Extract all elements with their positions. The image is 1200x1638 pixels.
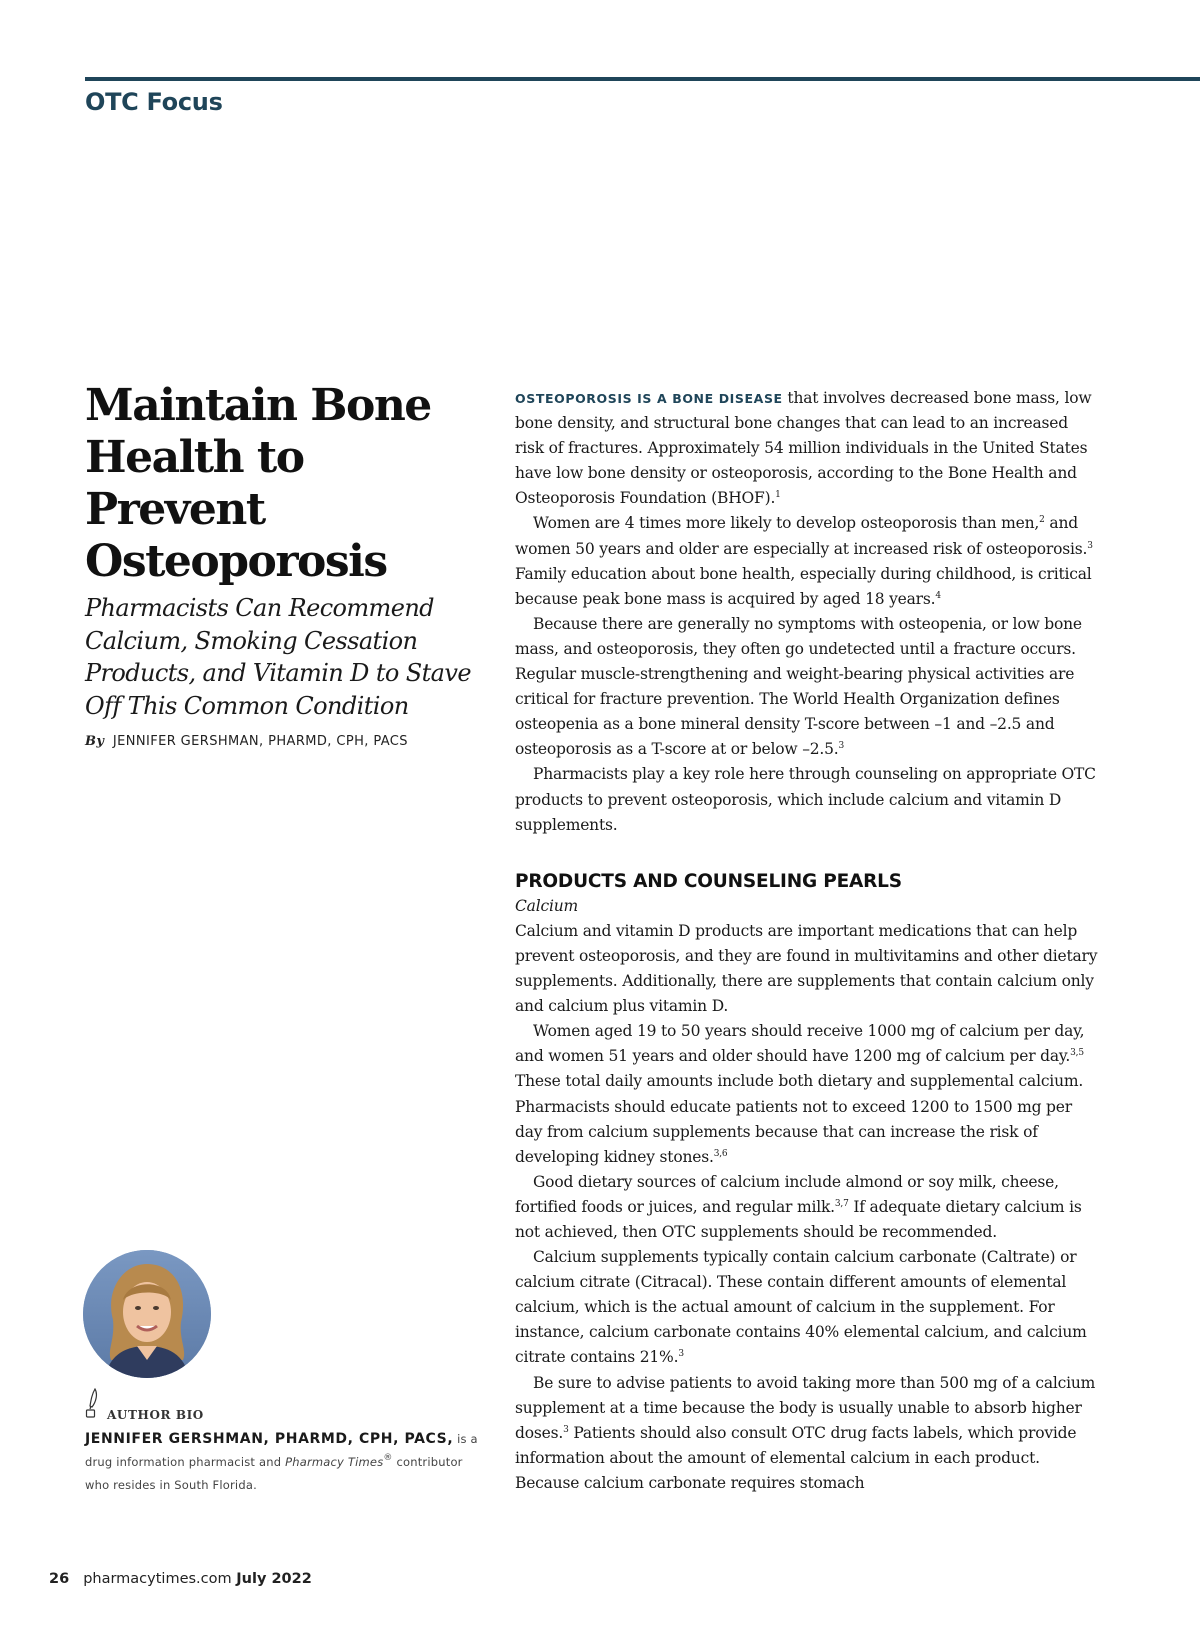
- reference-mark: 3: [563, 1424, 569, 1435]
- paragraph: [515, 1371, 1101, 1496]
- paragraph-text: Be sure to advise patients to avoid taking more than 500 mg of a calcium supplement at a time because the body is usually unable to absorb higher doses.: [515, 1373, 1096, 1442]
- reference-mark: 3,6: [713, 1148, 728, 1159]
- paragraph-text: Family education about bone health, especially during childhood, is critical because peak bone mass is acquired by aged 18 years.: [515, 564, 1092, 608]
- paragraph-text: Patients should also consult OTC drug facts labels, which provide information about the amount of elemental calcium in each product. Because calcium carbonate requires stomach: [515, 1423, 1077, 1492]
- subsection-heading: Calcium: [515, 896, 578, 915]
- subhead-line: Pharmacists Can Recommend: [85, 594, 434, 622]
- paragraph: [515, 1245, 1101, 1370]
- headline-line: Osteoporosis: [85, 536, 387, 587]
- paragraph-text: Because there are generally no symptoms with osteopenia, or low bone mass, and osteoporosis, they often go undetected until a fracture occurs. Regular muscle-strengthening and weight-bearing physical activities are critical for fracture prevention. The World Health Organization defines osteopenia as a bone mineral density T-score between –1 and –2.5 and osteoporosis as a T-score at or below –2.5.: [515, 614, 1082, 759]
- subhead-line: Calcium, Smoking Cessation: [85, 626, 418, 655]
- headline-line: Health to Prevent: [85, 432, 304, 535]
- lead-in: OSTEOPOROSIS IS A BONE DISEASE: [515, 391, 783, 406]
- header-rule: [85, 77, 1200, 81]
- headline-line: Maintain Bone: [85, 380, 431, 431]
- author-bio-heading: [85, 1392, 485, 1422]
- author-bio: [85, 1392, 485, 1497]
- reference-mark: 3,7: [834, 1198, 849, 1209]
- reference-mark: 3: [838, 741, 845, 752]
- paragraph-text: Calcium and vitamin D products are important medications that can help prevent osteoporosis, and they are found in multivitamins and other dietary supplements. Additionally, there are supplements that contain calcium only and calcium plus vitamin D.: [515, 921, 1098, 1016]
- reference-mark: 4: [935, 590, 941, 601]
- byline-author: JENNIFER GERSHMAN, PHARMD, CPH, PACS: [112, 734, 408, 749]
- byline-prefix: By: [85, 734, 105, 749]
- author-bio-text-1: is a drug information pharmacist and: [85, 1432, 478, 1469]
- paragraph-text: Good dietary sources of calcium include almond or soy milk, cheese, fortified foods or juices, and regular milk.: [515, 1172, 1059, 1216]
- footer-site: pharmacytimes.com: [83, 1571, 232, 1587]
- section-heading: PRODUCTS AND COUNSELING PEARLS: [515, 870, 902, 892]
- paragraph-text: that involves decreased bone mass, low bone density, and structural bone changes that can lead to an increased risk of fractures. Approximately 54 million individuals in the United States have low bone density or osteoporosis, according to the Bone Health and Osteoporosis Foundation (BHOF).: [515, 389, 1092, 508]
- page-footer: [49, 1571, 312, 1587]
- paragraph-text: If adequate dietary calcium is not achieved, then OTC supplements should be recommended.: [515, 1197, 1082, 1241]
- author-bio-text: [85, 1428, 485, 1497]
- quill-icon: [85, 1388, 99, 1422]
- paragraph: [515, 1170, 1101, 1245]
- paragraph-text: Women are 4 times more likely to develop osteoporosis than men,: [533, 514, 1040, 533]
- subhead-line: Off This Common Condition: [85, 691, 409, 720]
- publication-name: Pharmacy Times: [285, 1455, 384, 1469]
- byline: [85, 734, 485, 749]
- page-number: 26: [49, 1571, 70, 1587]
- paragraph: [515, 919, 1101, 1019]
- registered-mark: ®: [383, 1453, 393, 1463]
- article-intro: [85, 380, 485, 749]
- subheadline: [85, 592, 485, 722]
- paragraph: [515, 762, 1101, 837]
- reference-mark: 3: [1087, 540, 1093, 551]
- paragraph: [515, 612, 1101, 763]
- author-avatar: [83, 1250, 211, 1378]
- article-body: [515, 386, 1101, 1496]
- paragraph-text: These total daily amounts include both dietary and supplemental calcium. Pharmacists should educate patients not to exceed 1200 to 1500 mg per day from calcium supplements because that can increase the risk of developing kidney stones.: [515, 1072, 1084, 1166]
- paragraph: [515, 511, 1101, 611]
- author-photo: [83, 1250, 211, 1378]
- footer-issue: July 2022: [236, 1571, 312, 1587]
- reference-mark: 3: [678, 1349, 684, 1360]
- subhead-line: Products, and Vitamin D to Stave: [85, 659, 471, 687]
- paragraph-text: and women 50 years and older are especially at increased risk of osteoporosis.: [515, 514, 1088, 558]
- headline: [85, 380, 485, 588]
- paragraph-text: Pharmacists play a key role here through counseling on appropriate OTC products to prevent osteoporosis, which include calcium and vitamin D supplements.: [515, 765, 1096, 834]
- paragraph: [515, 386, 1101, 511]
- section-label: OTC Focus: [85, 88, 223, 116]
- author-bio-label: AUTHOR BIO: [107, 1408, 204, 1422]
- author-bio-name: JENNIFER GERSHMAN, PHARMD, CPH, PACS,: [85, 1431, 454, 1447]
- paragraph-text: Calcium supplements typically contain calcium carbonate (Caltrate) or calcium citrate (Citracal). These contain different amounts of elemental calcium, which is the actual amount of calcium in the supplement. For instance, calcium carbonate contains 40% elemental calcium, and calcium citrate contains 21%.: [515, 1248, 1087, 1367]
- paragraph-text: Women aged 19 to 50 years should receive 1000 mg of calcium per day, and women 51 years and older should have 1200 mg of calcium per day.: [515, 1022, 1085, 1066]
- reference-mark: 2: [1039, 515, 1045, 526]
- paragraph: [515, 1019, 1101, 1170]
- author-bio-text-2: contributor who resides in South Florida.: [85, 1455, 463, 1492]
- reference-mark: 3,5: [1070, 1048, 1084, 1059]
- reference-mark: 1: [775, 490, 781, 501]
